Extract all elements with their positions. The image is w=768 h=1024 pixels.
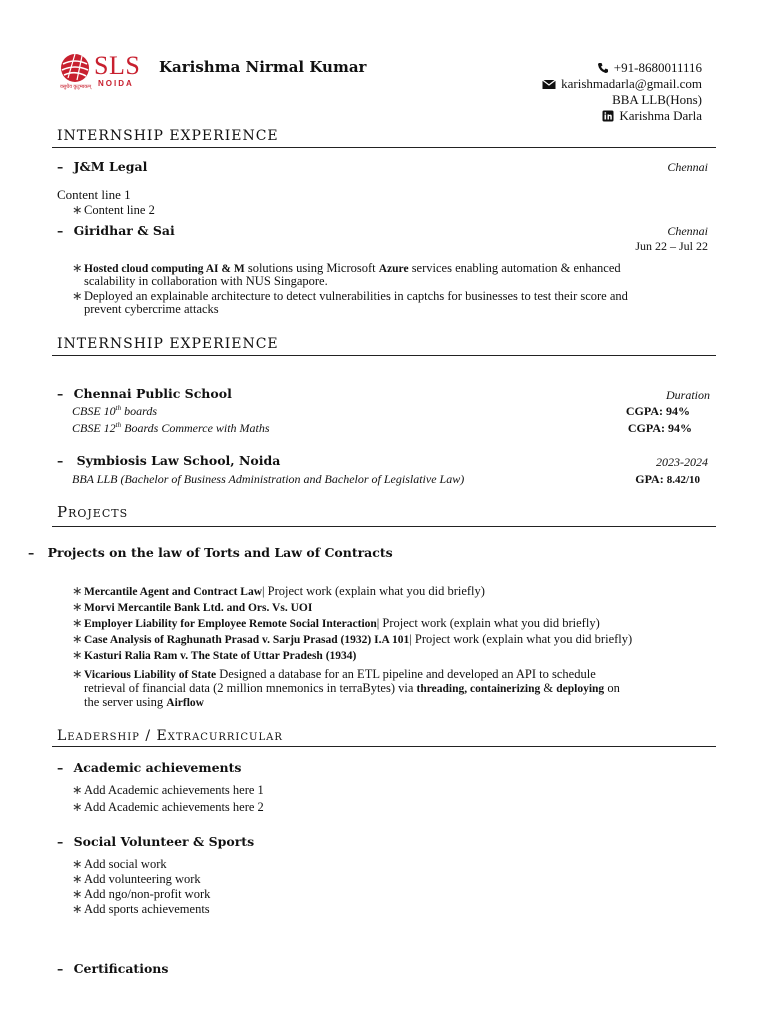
entry-name: Academic achievements [73, 760, 242, 775]
envelope-icon [542, 78, 556, 90]
project-heading [28, 545, 393, 560]
text: on [604, 681, 620, 695]
entry-name: Chennai Public School [73, 386, 232, 401]
section-title-education: INTERNSHIP EXPERIENCE [57, 336, 279, 352]
bold-text: Morvi Mercantile Bank Ltd. and Ors. Vs. UOI [84, 602, 313, 614]
list-item-text: Deployed an explainable architecture to detect vulnerabilities in captchs for businesses to test their score and [84, 289, 628, 303]
entry-location: Chennai [667, 224, 708, 238]
entry-dates: Jun 22 – Jul 22 [635, 239, 708, 253]
bold-text: Azure [378, 263, 409, 275]
text: the server using [84, 695, 167, 709]
list-item-text: Add social work [84, 857, 167, 871]
text: CBSE 12 [72, 421, 116, 435]
entry-dash: – [57, 386, 64, 401]
candidate-name: Karishma Nirmal Kumar [159, 58, 367, 76]
list-item-cont: prevent cybercrime attacks [84, 302, 219, 316]
degree-line: BBA LLB (Bachelor of Business Administration and Bachelor of Legislative Law) [72, 472, 465, 486]
bold-text: threading, containerizing [416, 683, 541, 695]
social-list [72, 858, 210, 918]
entry-name: Social Volunteer & Sports [73, 834, 255, 849]
entry-dash: – [57, 834, 64, 849]
entry-dash: – [57, 159, 64, 174]
linkedin-row [542, 108, 702, 124]
list-item [72, 585, 722, 601]
list-item-cont: scalability in collaboration with NUS Singapore. [84, 274, 328, 288]
bullet-icon: ∗ [72, 600, 83, 614]
list-item-cont [84, 682, 708, 696]
bullet-icon: ∗ [72, 616, 83, 630]
linkedin-icon [602, 110, 614, 122]
school-row-1 [72, 404, 157, 419]
text: th [115, 421, 122, 429]
entry-dash: – [57, 223, 64, 238]
list-item-text: | Project work (explain what you did briefly) [409, 632, 633, 646]
section-title-leadership: Leadership / Extracurricular [57, 728, 283, 744]
section-title-projects: Projects [57, 503, 129, 521]
bullet-icon: ∗ [72, 872, 83, 886]
entry-name: J&M Legal [73, 159, 148, 174]
text: Boards Commerce with Maths [121, 421, 270, 435]
entry-name: Projects on the law of Torts and Law of Contracts [47, 545, 393, 560]
list-item-cont [84, 696, 204, 710]
phone-row [542, 60, 702, 76]
bold-text: Employer Liability for Employee Remote Social Interaction [84, 618, 377, 630]
list-item-text: Content line 2 [84, 203, 155, 217]
list-item [72, 888, 210, 903]
phone-number[interactable]: +91-8680011116 [613, 60, 702, 75]
bullet-icon: ∗ [72, 289, 83, 303]
entry-school [57, 386, 232, 401]
bullet-icon: ∗ [72, 261, 83, 275]
bold-text: Kasturi Ralia Ram v. The State of Uttar Pradesh (1934) [84, 650, 357, 662]
linkedin-name[interactable]: Karishma Darla [619, 108, 702, 123]
score: CGPA: 94% [627, 421, 692, 435]
list-item-text: Add volunteering work [84, 872, 201, 886]
bullet-icon: ∗ [72, 632, 83, 646]
bullet-icon: ∗ [72, 584, 83, 598]
text: retrieval of financial data (2 million mnemonics in terraBytes) via [84, 681, 417, 695]
logo-tagline: वसुधैव कुटुम्बकम् [60, 84, 92, 90]
project-list [72, 585, 722, 665]
section-divider [52, 147, 716, 148]
list-item [72, 649, 722, 665]
contact-block [542, 60, 702, 124]
academic-list [72, 784, 264, 818]
bold-text: Mercantile Agent and Contract Law [84, 586, 263, 598]
list-item [72, 204, 155, 217]
degree-row [542, 92, 702, 108]
text: th [115, 404, 122, 412]
entry-dash: – [57, 760, 64, 775]
entry-duration: 2023-2024 [656, 455, 708, 469]
bullet-icon: ∗ [72, 887, 83, 901]
list-item [72, 601, 722, 617]
list-item [72, 784, 264, 801]
school-row-2 [72, 421, 270, 436]
entry-name: Giridhar & Sai [73, 223, 175, 238]
bullet-icon: ∗ [72, 203, 83, 217]
bullet-icon: ∗ [72, 667, 83, 681]
degree-text: BBA LLB(Hons) [612, 92, 702, 107]
content-line: Content line 1 [57, 187, 131, 202]
entry-dash: – [57, 453, 64, 468]
logo-subtext: NOIDA [98, 79, 134, 88]
list-item-text: Add ngo/non-profit work [84, 887, 211, 901]
section-divider [52, 526, 716, 527]
bold-text: deploying [556, 683, 605, 695]
entry-dash: – [28, 545, 35, 560]
bullet-icon: ∗ [72, 648, 83, 662]
section-title-internship: INTERNSHIP EXPERIENCE [57, 128, 279, 144]
email-row [542, 76, 702, 92]
score: CGPA: 94% [625, 404, 690, 418]
list-item-text: Add sports achievements [84, 902, 210, 916]
section-divider [52, 746, 716, 747]
list-item [72, 873, 210, 888]
entry-duration: Duration [665, 388, 710, 402]
text: solutions using Microsoft [244, 261, 379, 275]
list-item-text: | Project work (explain what you did briefly) [376, 616, 600, 630]
bold-text: Vicarious Liability of State [84, 669, 217, 681]
bold-text: Airflow [166, 697, 204, 709]
entry-certifications [57, 961, 168, 976]
text: boards [121, 404, 158, 418]
globe-icon [58, 50, 92, 86]
text: GPA: [635, 472, 664, 486]
gpa [635, 472, 700, 487]
list-item [72, 633, 722, 649]
bullet-icon: ∗ [72, 857, 83, 871]
sls-logo [58, 50, 148, 94]
text: & [540, 681, 557, 695]
text: services enabling automation & enhanced [408, 261, 621, 275]
bullet-icon: ∗ [72, 783, 83, 797]
text: Designed a database for an ETL pipeline and developed an API to schedule [216, 667, 596, 681]
entry-name: Certifications [73, 961, 169, 976]
phone-icon [597, 62, 609, 74]
list-item [72, 903, 210, 918]
list-item [72, 668, 707, 682]
entry-academic [57, 760, 241, 775]
list-item-text: Add Academic achievements here 2 [84, 800, 264, 814]
list-item [72, 801, 264, 818]
logo-text: SLS [94, 51, 141, 80]
bold-text: Hosted cloud computing AI & M [84, 263, 245, 275]
text: CBSE 10 [72, 404, 116, 418]
list-item [72, 617, 722, 633]
entry-location: Chennai [667, 160, 708, 174]
entry-college [57, 453, 280, 468]
entry-name: Symbiosis Law School, Noida [76, 453, 281, 468]
entry-dash: – [57, 961, 64, 976]
email-address[interactable]: karishmadarla@gmail.com [561, 76, 702, 91]
bullet-icon: ∗ [72, 902, 83, 916]
entry-giridhar [57, 223, 175, 238]
section-divider [52, 355, 716, 356]
text: 8.42/10 [666, 474, 700, 486]
list-item-text: Add Academic achievements here 1 [84, 783, 264, 797]
bold-text: Case Analysis of Raghunath Prasad v. Sarju Prasad (1932) I.A 101 [84, 634, 410, 646]
bullet-icon: ∗ [72, 800, 83, 814]
list-item-text: | Project work (explain what you did briefly) [262, 584, 485, 598]
entry-jm-legal [57, 159, 147, 174]
entry-social [57, 834, 254, 849]
list-item [72, 858, 210, 873]
